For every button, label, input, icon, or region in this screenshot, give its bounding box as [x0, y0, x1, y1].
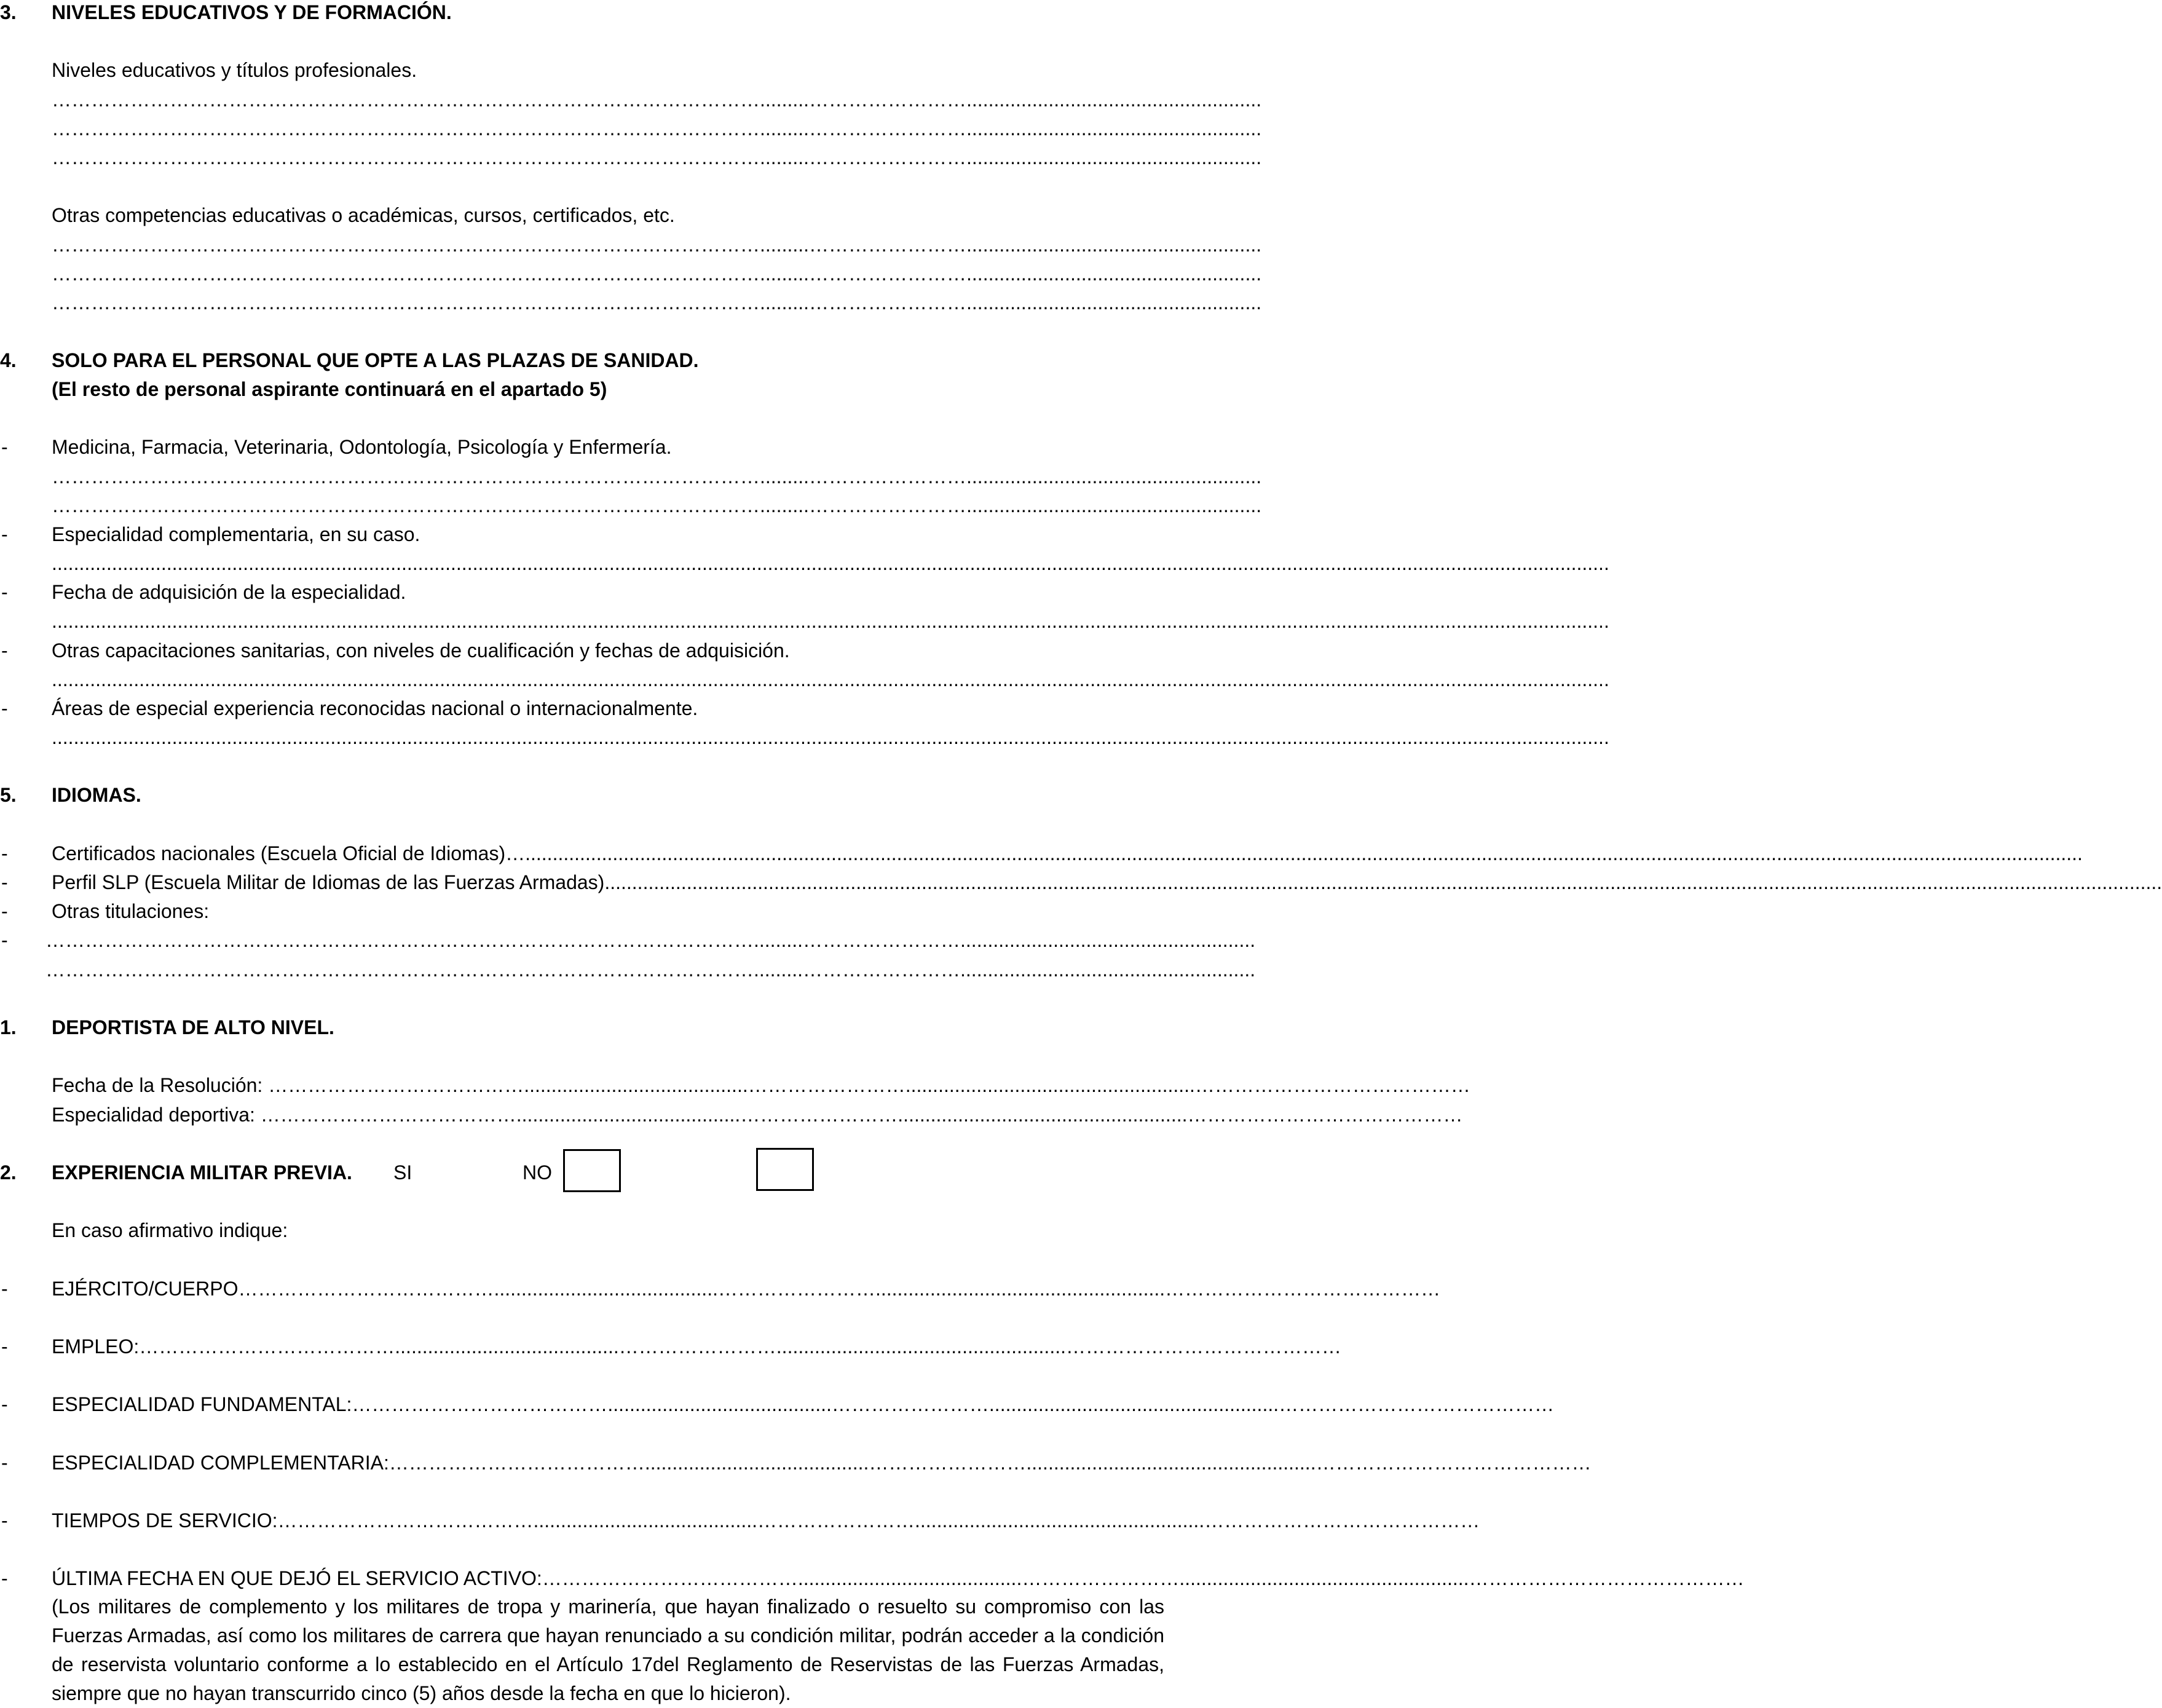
ultima-fecha-label: ÚLTIMA FECHA EN QUE DEJÓ EL SERVICIO ACTIVO: [52, 1567, 542, 1589]
bullet: - [1, 1567, 8, 1589]
medicina-line-1[interactable]: ……………………………………………………………………………………………….........……………………...................................................... [52, 465, 1262, 488]
bullet: - [1, 929, 8, 951]
medicina-line-2[interactable]: ……………………………………………………………………………………………….........……………………...................................................... [52, 494, 1262, 516]
areas-experiencia-line[interactable]: ............................................................................................................................................................................................................................................................................................. [52, 726, 1609, 748]
especialidad-deportiva-label: Especialidad deportiva: [52, 1104, 261, 1126]
section-2-title: EXPERIENCIA MILITAR PREVIA. [52, 1161, 352, 1184]
fecha-resolucion-field[interactable] [52, 1073, 1470, 1097]
otras-competencias-label: Otras competencias educativas o académicas, cursos, certificados, etc. [52, 204, 675, 226]
otras-line-1[interactable]: ……………………………………………………………………………………………….........……………………...................................................... [52, 234, 1262, 256]
caso-afirmativo-label: En caso afirmativo indique: [52, 1219, 288, 1241]
otras-titulaciones-label: Otras titulaciones: [52, 900, 210, 922]
bullet: - [1, 1278, 8, 1300]
section-3-number: 3. [0, 1, 17, 23]
perfil-slp-field[interactable] [52, 870, 2162, 895]
section-3-title: NIVELES EDUCATIVOS Y DE FORMACIÓN. [52, 1, 452, 23]
section-1-number: 1. [0, 1016, 17, 1038]
especialidad-deportiva-field[interactable] [52, 1102, 1463, 1127]
empleo-field[interactable] [52, 1334, 1341, 1359]
bullet: - [1, 1452, 8, 1474]
fecha-resolucion-leader: ………………………………….........................................…………………….....................................................…………………………………… [268, 1074, 1470, 1096]
no-checkbox[interactable] [563, 1149, 621, 1192]
niveles-line-1[interactable]: ……………………………………………………………………………………………….........……………………...................................................... [52, 89, 1262, 111]
especialidad-complementaria-militar-leader: ………………………………….........................................…………………….....................................................…………………………………… [389, 1452, 1592, 1474]
areas-experiencia-label: Áreas de especial experiencia reconocidas nacional o internacionalmente. [52, 697, 698, 719]
fecha-adquisicion-label: Fecha de adquisición de la especialidad. [52, 581, 406, 603]
otras-line-3[interactable]: ……………………………………………………………………………………………….........……………………...................................................... [52, 291, 1262, 314]
bullet: - [1, 523, 8, 545]
section-4-subtitle: (El resto de personal aspirante continuará en el apartado 5) [52, 378, 607, 400]
especialidad-fundamental-field[interactable] [52, 1392, 1555, 1417]
ultima-fecha-leader: ………………………………….........................................…………………….....................................................…………………………………… [542, 1567, 1745, 1589]
niveles-label: Niveles educativos y títulos profesionales. [52, 59, 417, 81]
otras-line-2[interactable]: ……………………………………………………………………………………………….........……………………...................................................... [52, 263, 1262, 285]
especialidad-complementaria-label: Especialidad complementaria, en su caso. [52, 523, 420, 545]
section-5-number: 5. [0, 784, 17, 806]
especialidad-fundamental-leader: ………………………………….........................................…………………….....................................................…………………………………… [352, 1393, 1555, 1415]
bullet: - [1, 697, 8, 719]
ejercito-leader: ………………………………….........................................…………………….....................................................…………………………………… [238, 1278, 1441, 1300]
especialidad-complementaria-line[interactable]: ............................................................................................................................................................................................................................................................................................. [52, 552, 1609, 574]
tiempos-servicio-leader: ………………………………….........................................…………………….....................................................…………………………………… [277, 1509, 1480, 1532]
perfil-slp-label: Perfil SLP (Escuela Militar de Idiomas de las Fuerzas Armadas) [52, 871, 605, 893]
bullet: - [1, 1393, 8, 1415]
empleo-leader: ………………………………….........................................…………………….....................................................…………………………………… [139, 1335, 1341, 1358]
section-4-number: 4. [0, 349, 17, 371]
section-5-title: IDIOMAS. [52, 784, 141, 806]
otras-capacitaciones-line[interactable]: ............................................................................................................................................................................................................................................................................................. [52, 668, 1609, 690]
si-checkbox[interactable] [756, 1148, 814, 1191]
bullet: - [1, 900, 8, 922]
otras-capacitaciones-label: Otras capacitaciones sanitarias, con niveles de cualificación y fechas de adquisición. [52, 639, 790, 662]
especialidad-complementaria-militar-field[interactable] [52, 1450, 1592, 1475]
certificados-nacionales-leader: ............................................................................................................................................................................................................................................................................................. [525, 842, 2083, 864]
certificados-nacionales-label: Certificados nacionales (Escuela Oficial de Idiomas)… [52, 842, 526, 864]
bullet: - [1, 639, 8, 662]
especialidad-complementaria-militar-label: ESPECIALIDAD COMPLEMENTARIA: [52, 1452, 389, 1474]
bullet: - [1, 1509, 8, 1532]
reservista-note: (Los militares de complemento y los militares de tropa y marinería, que hayan finalizado o resuelto su compromiso con las Fuerzas Armadas, así como los militares de carrera que hayan renunciado a su condición militar, podrán acceder a la condición de reservista voluntario conforme a lo establecido en el Artículo 17del Reglamento de Reservistas de las Fuerzas Armadas, siempre que no hayan transcurrido cinco (5) años desde la fecha en que lo hicieron). [52, 1595, 1164, 1704]
certificados-nacionales-field[interactable] [52, 841, 2083, 866]
si-label: SI [393, 1161, 412, 1184]
niveles-line-2[interactable]: ……………………………………………………………………………………………….........……………………...................................................... [52, 117, 1262, 140]
perfil-slp-leader: ............................................................................................................................................................................................................................................................................................. [604, 871, 2162, 893]
tiempos-servicio-label: TIEMPOS DE SERVICIO: [52, 1509, 278, 1532]
otras-titulaciones-line-2[interactable]: ……………………………………………………………………………………………….........……………………...................................................... [45, 959, 1256, 981]
bullet: - [1, 871, 8, 893]
bullet: - [1, 1335, 8, 1358]
empleo-label: EMPLEO: [52, 1335, 140, 1358]
section-4-title: SOLO PARA EL PERSONAL QUE OPTE A LAS PLAZAS DE SANIDAD. [52, 349, 699, 371]
ultima-fecha-field[interactable] [52, 1566, 1745, 1591]
fecha-adquisicion-line[interactable]: ............................................................................................................................................................................................................................................................................................. [52, 610, 1609, 632]
bullet: - [1, 436, 8, 458]
medicina-label: Medicina, Farmacia, Veterinaria, Odontología, Psicología y Enfermería. [52, 436, 672, 458]
ejercito-label: EJÉRCITO/CUERPO [52, 1278, 239, 1300]
especialidad-fundamental-label: ESPECIALIDAD FUNDAMENTAL: [52, 1393, 352, 1415]
section-2-number: 2. [0, 1161, 17, 1184]
fecha-resolucion-label: Fecha de la Resolución: [52, 1074, 269, 1096]
especialidad-deportiva-leader: ………………………………….........................................…………………….....................................................…………………………………… [260, 1104, 1463, 1126]
no-label: NO [523, 1161, 552, 1184]
ejercito-field[interactable] [52, 1276, 1441, 1301]
otras-titulaciones-line-1[interactable]: ……………………………………………………………………………………………….........……………………...................................................... [45, 929, 1256, 951]
bullet: - [1, 581, 8, 603]
tiempos-servicio-field[interactable] [52, 1508, 1480, 1533]
bullet: - [1, 842, 8, 864]
niveles-line-3[interactable]: ……………………………………………………………………………………………….........……………………...................................................... [52, 146, 1262, 168]
section-1-title: DEPORTISTA DE ALTO NIVEL. [52, 1016, 334, 1038]
